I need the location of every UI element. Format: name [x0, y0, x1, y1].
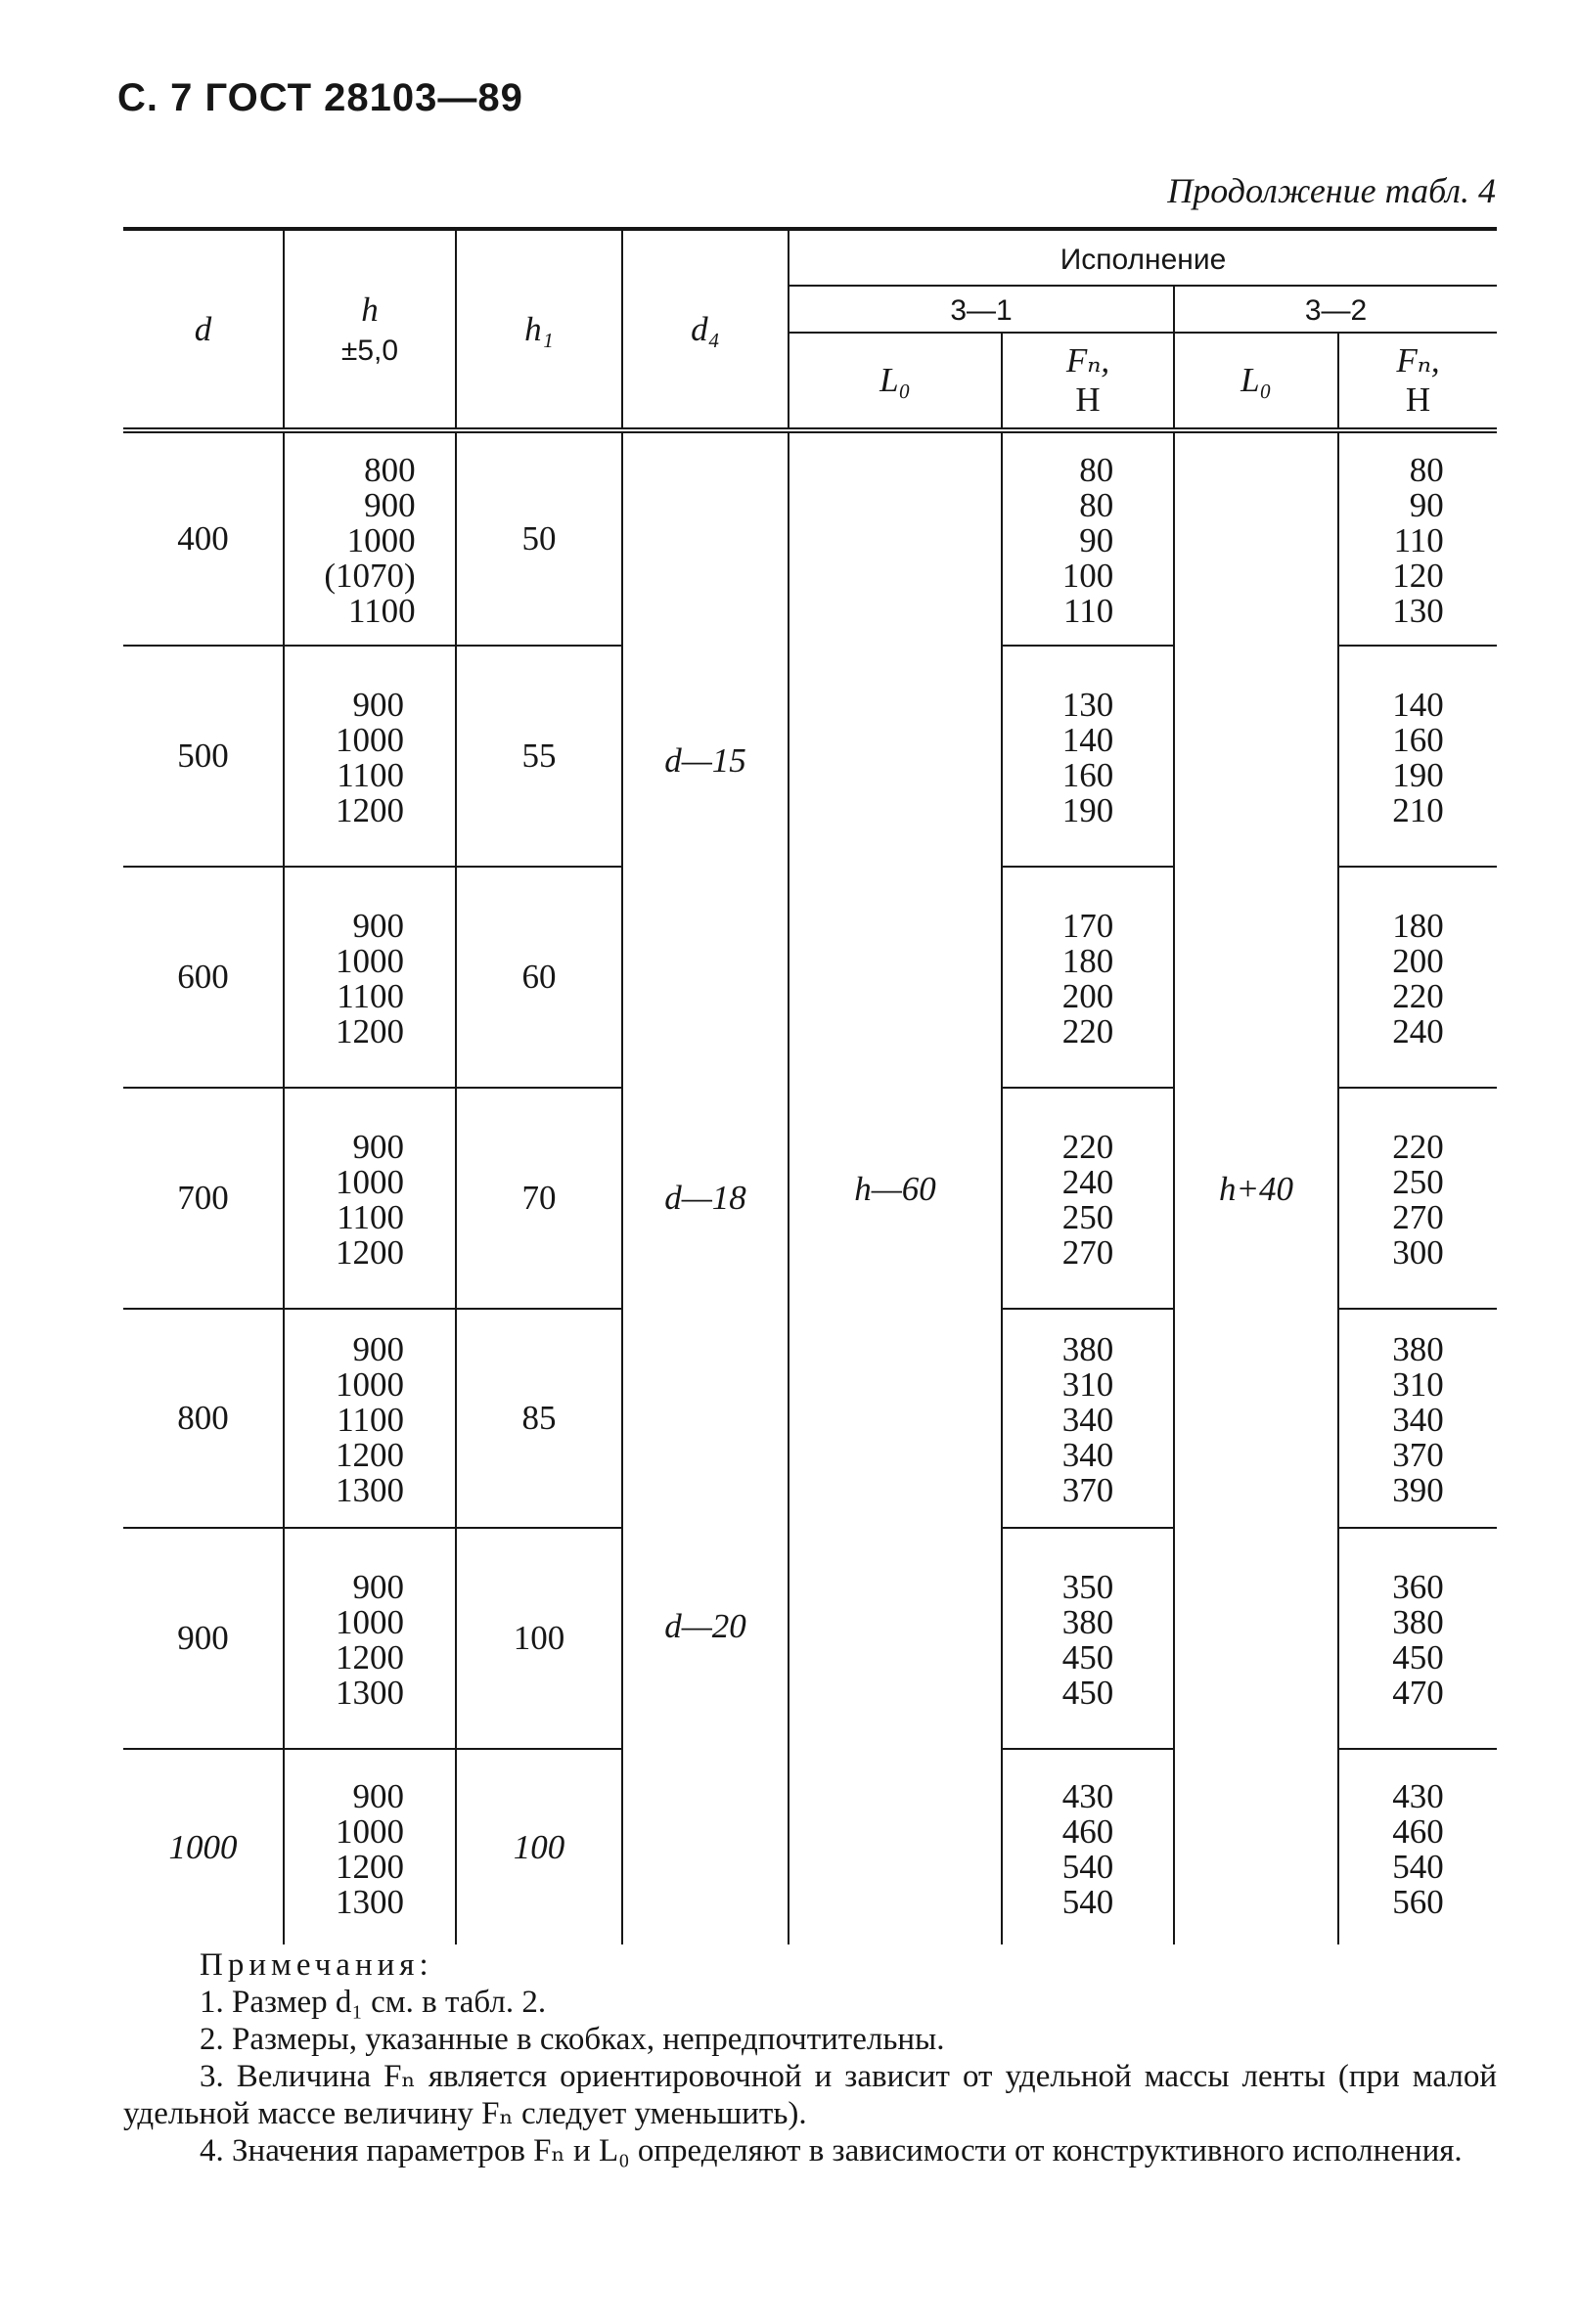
cell-d4: d—18: [622, 1088, 789, 1309]
cell-fn-v2: 360 380 450 470: [1338, 1528, 1497, 1749]
note-item: 1. Размер d₁ см. в табл. 2.: [200, 1985, 547, 2020]
cell-fn-v1: 130 140 160 190: [1002, 646, 1174, 867]
cell-fn-v2: 140 160 190 210: [1338, 646, 1497, 867]
header-group: Исполнение: [789, 229, 1497, 286]
cell-h: 900 1000 1100 1200: [284, 646, 456, 867]
cell-fn-v1: 430 460 540 540: [1002, 1749, 1174, 1944]
cell-L0-v1: h—60: [789, 430, 1002, 1944]
cell-h: 900 1000 1200 1300: [284, 1528, 456, 1749]
cell-h1: 70: [456, 1088, 622, 1309]
cell-fn-v1: 220 240 250 270: [1002, 1088, 1174, 1309]
header-d: d: [123, 229, 284, 430]
cell-fn-v1: 80 80 90 100 110: [1002, 430, 1174, 646]
cell-fn-v2: 220 250 270 300: [1338, 1088, 1497, 1309]
header-L0-v2: L₀: [1174, 333, 1338, 430]
cell-h1: 50: [456, 430, 622, 646]
cell-h: 900 1000 1100 1200 1300: [284, 1309, 456, 1528]
cell-L0-v2: h+40: [1174, 430, 1338, 1944]
cell-fn-v1: 380 310 340 340 370: [1002, 1309, 1174, 1528]
notes-title: Примечания:: [200, 1947, 433, 1983]
header-d4: d₄: [622, 229, 789, 430]
header-variant-1: 3—1: [789, 286, 1174, 333]
cell-fn-v2: 180 200 220 240: [1338, 867, 1497, 1088]
cell-h: 900 1000 1100 1200: [284, 1088, 456, 1309]
header-Fn-v2: Fₙ, Н: [1338, 333, 1497, 430]
note-item: 4. Значения параметров Fₙ и L₀ определяют в зависимости от конструктивного исполнения.: [200, 2133, 1463, 2168]
cell-fn-v1: 170 180 200 220: [1002, 867, 1174, 1088]
cell-fn-v2: 80 90 110 120 130: [1338, 430, 1497, 646]
table-row: [123, 430, 1497, 646]
cell-h1: 60: [456, 867, 622, 1088]
page-header: С. 7 ГОСТ 28103—89: [117, 76, 523, 119]
cell-h1: 85: [456, 1309, 622, 1528]
header-variant-2: 3—2: [1174, 286, 1497, 333]
header-h1: h₁: [456, 229, 622, 430]
cell-d: 800: [123, 1309, 284, 1528]
table-caption: Продолжение табл. 4: [1167, 171, 1496, 210]
cell-h: 900 1000 1200 1300: [284, 1749, 456, 1944]
cell-d: 600: [123, 867, 284, 1088]
cell-d: 500: [123, 646, 284, 867]
note-item: 2. Размеры, указанные в скобках, непредпочтительны.: [200, 2022, 945, 2057]
header-L0-v1: L₀: [789, 333, 1002, 430]
cell-fn-v1: 350 380 450 450: [1002, 1528, 1174, 1749]
header-h: h ±5,0: [284, 229, 456, 430]
data-table: [123, 227, 1497, 1944]
cell-d4: d—15: [622, 430, 789, 1088]
cell-d4: d—20: [622, 1309, 789, 1944]
cell-fn-v2: 430 460 540 560: [1338, 1749, 1497, 1944]
header-Fn-v1: Fₙ, Н: [1002, 333, 1174, 430]
cell-d: 400: [123, 430, 284, 646]
cell-h1: 55: [456, 646, 622, 867]
note-item: 3. Величина Fₙ является ориентировочной и зависит от удельной массы ленты (при малой удельной массе величину Fₙ следует уменьшить).: [123, 2059, 1497, 2131]
cell-d: 900: [123, 1528, 284, 1749]
cell-d: 1000: [168, 1827, 238, 1866]
cell-h: 900 1000 1100 1200: [284, 867, 456, 1088]
cell-h1: 100: [456, 1528, 622, 1749]
cell-h: 800 900 1000 (1070) 1100: [284, 430, 456, 646]
notes: [123, 1946, 1497, 2169]
cell-h1: 100: [456, 1749, 622, 1944]
cell-fn-v2: 380 310 340 370 390: [1338, 1309, 1497, 1528]
cell-d: 700: [123, 1088, 284, 1309]
